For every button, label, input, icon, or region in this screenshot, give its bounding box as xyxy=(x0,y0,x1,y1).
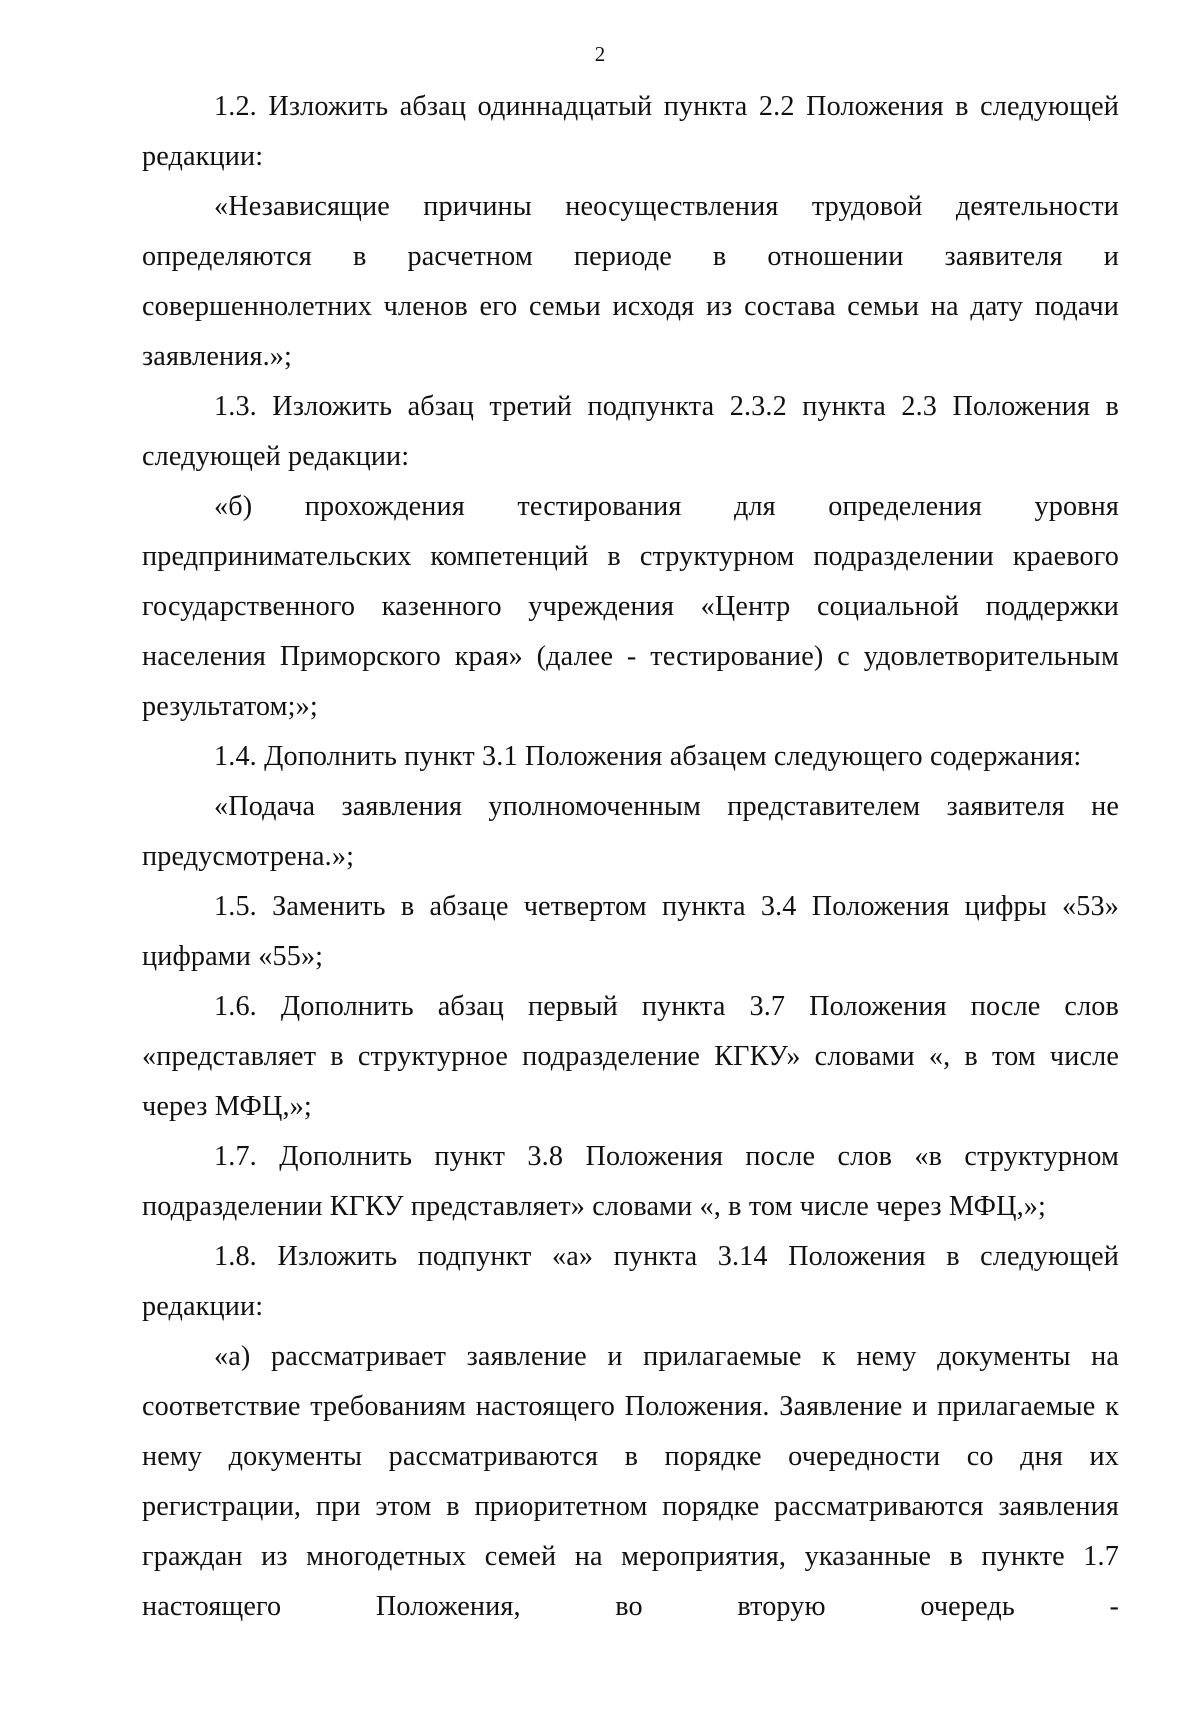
paragraph-1-4-quote: «Подача заявления уполномоченным представителем заявителя не предусмотрена.»; xyxy=(142,791,1119,872)
paragraph-1-3: 1.3. Изложить абзац третий подпункта 2.3.2 пункта 2.3 Положения в следующей редакции: xyxy=(142,391,1119,472)
paragraph-1-7: 1.7. Дополнить пункт 3.8 Положения после слов «в структурном подразделении КГКУ представляет» словами «, в том числе через МФЦ,»; xyxy=(142,1141,1119,1222)
paragraph-1-2: 1.2. Изложить абзац одиннадцатый пункта 2.2 Положения в следующей редакции: xyxy=(142,91,1119,172)
paragraph-1-3-quote: «б) прохождения тестирования для определения уровня предпринимательских компетенций в структурном подразделении краевого государственного казенного учреждения «Центр социальной поддержки населения Приморского края» (далее - тестирование) с удовлетворительным результатом;»; xyxy=(142,491,1119,722)
document-body xyxy=(142,82,1119,1632)
page-number: 2 xyxy=(594,42,606,66)
paragraph-1-5: 1.5. Заменить в абзаце четвертом пункта 3.4 Положения цифры «53» цифрами «55»; xyxy=(142,891,1119,972)
paragraph-1-4: 1.4. Дополнить пункт 3.1 Положения абзацем следующего содержания: xyxy=(214,741,1082,772)
paragraph-1-8-quote: «а) рассматривает заявление и прилагаемые к нему документы на соответствие требованиям настоящего Положения. Заявление и прилагаемые к нему документы рассматриваются в порядке очередности со дня их регистрации, при этом в приоритетном порядке рассматриваются заявления граждан из многодетных семей на мероприятия, указанные в пункте 1.7 настоящего Положения, во вторую очередь - xyxy=(142,1341,1119,1622)
paragraph-1-2-quote: «Независящие причины неосуществления трудовой деятельности определяются в расчетном периоде в отношении заявителя и совершеннолетних членов его семьи исходя из состава семьи на дату подачи заявления.»; xyxy=(142,191,1119,372)
paragraph-1-6: 1.6. Дополнить абзац первый пункта 3.7 Положения после слов «представляет в структурное подразделение КГКУ» словами «, в том числе через МФЦ,»; xyxy=(142,991,1119,1122)
paragraph-1-8: 1.8. Изложить подпункт «а» пункта 3.14 Положения в следующей редакции: xyxy=(142,1241,1119,1322)
